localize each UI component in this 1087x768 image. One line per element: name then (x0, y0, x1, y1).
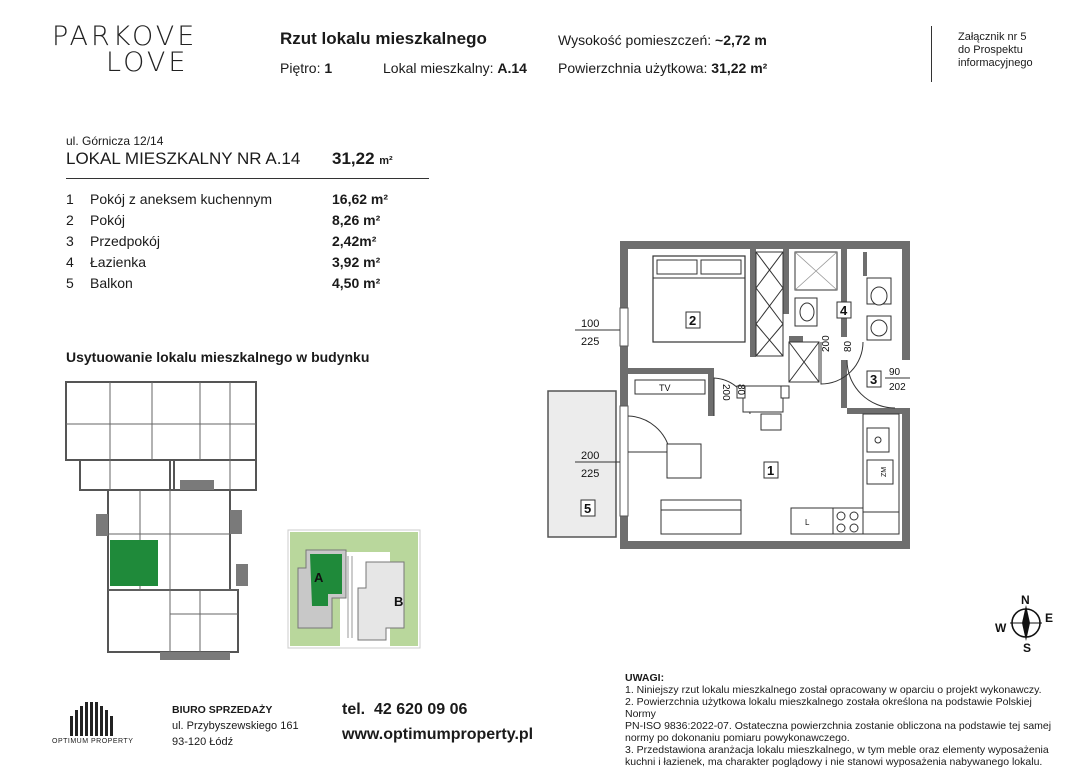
site-map (286, 528, 422, 650)
floor-label: Piętro: (280, 60, 321, 76)
compass-west: W (995, 621, 1007, 635)
door-bath-height: 200 (821, 335, 832, 352)
entrance-door-height: 202 (889, 382, 906, 393)
header-divider (931, 26, 932, 82)
room-3-label: 3 (870, 372, 878, 387)
annex-line3: informacyjnego (958, 57, 1033, 69)
room-4-label: 4 (840, 303, 848, 318)
door-room2-width: 80 (735, 384, 746, 396)
room-5-label: 5 (584, 501, 592, 516)
unit-address: ul. Górnicza 12/14 (66, 134, 164, 148)
unit-label: Lokal mieszkalny: (383, 60, 494, 76)
floor-plan (545, 238, 915, 550)
height-label: Wysokość pomieszczeń: (558, 32, 712, 48)
sales-office-street: ul. Przybyszewskiego 161 (172, 720, 299, 732)
window2-width: 200 (581, 450, 600, 462)
unit-name: LOKAL MIESZKALNY NR A.14 (66, 149, 301, 168)
room-num: 5 (66, 275, 74, 291)
room-area: 16,62 m² (332, 191, 389, 207)
tv-label: TV (659, 383, 671, 393)
building-key-plan (40, 374, 280, 664)
notes-line: 3. Przedstawiona aranżacja lokalu mieszkalnego, w tym meble oraz elementy wyposażenia (625, 744, 1049, 756)
compass-icon (990, 592, 1062, 654)
compass-east: E (1045, 611, 1054, 625)
floor-info (280, 60, 332, 76)
notes-line: PN-ISO 9836:2022-07. Ostateczna powierzchnia zostanie obliczona na podstawie tej samej (625, 720, 1052, 732)
brand-logo (52, 21, 198, 78)
room-2-label: 2 (689, 313, 697, 328)
notes-title: UWAGI: (625, 672, 665, 684)
room-name: Pokój z aneksem kuchennym (90, 191, 273, 207)
window1-height: 225 (581, 336, 600, 348)
unit-value: A.14 (497, 60, 527, 76)
annex-line2: do Prospektu (958, 44, 1023, 56)
room-name: Balkon (90, 275, 133, 291)
height-info (558, 32, 767, 48)
unit-divider (66, 178, 429, 179)
building-a-label: A (314, 570, 324, 585)
room-num: 2 (66, 212, 74, 228)
notes-line: 1. Niniejszy rzut lokalu mieszkalnego został opracowany w oparciu o projekt wykonawczy. (625, 684, 1042, 696)
notes-line: kuchni i łazienek, ma charakter poglądowy i nie stanowi wyposażenia nabywanego lokalu. (625, 756, 1043, 768)
notes-line: 2. Powierzchnia użytkowa lokalu mieszkalnego została określona na podstawie Polskiej Normy (625, 696, 1032, 720)
floor-value: 1 (324, 60, 333, 76)
door-room2-height: 200 (720, 384, 731, 401)
compass-north: N (1021, 593, 1030, 607)
room-name: Pokój (90, 212, 126, 228)
company-logo-icon (66, 700, 122, 736)
room-name: Łazienka (90, 254, 147, 270)
room-num: 3 (66, 233, 74, 249)
brand-line1: PARKOVE (52, 21, 198, 52)
notes-block (625, 672, 1065, 768)
sales-office-city: 93-120 Łódź (172, 736, 234, 748)
unit-info (383, 60, 527, 76)
room-1-label: 1 (767, 463, 775, 478)
window2-height: 225 (581, 468, 600, 480)
company-name: OPTIMUM PROPERTY (52, 738, 134, 745)
unit-area-value: 31,22 (332, 149, 375, 168)
room-area: 8,26 m² (332, 212, 381, 228)
brand-line2: LOVE (106, 47, 189, 78)
room-row-4 (66, 254, 406, 274)
door-bath-width: 80 (843, 340, 854, 352)
room-row-2 (66, 212, 406, 232)
room-area: 2,42m² (332, 233, 377, 249)
area-value: 31,22 m² (711, 60, 768, 76)
area-info (558, 60, 767, 76)
entrance-door-width: 90 (889, 367, 901, 378)
room-row-1 (66, 191, 406, 211)
notes-line: normy po dokonaniu pomiaru powykonawczego. (625, 732, 850, 744)
washer-label: ZM (881, 466, 888, 477)
room-name: Przedpokój (90, 233, 161, 249)
room-area: 4,50 m² (332, 275, 381, 291)
highlighted-unit (110, 540, 158, 586)
window1-width: 100 (581, 318, 600, 330)
room-row-5 (66, 275, 406, 295)
annex-note (958, 31, 1033, 70)
height-value: ~2,72 m (715, 32, 767, 48)
building-b-label: B (394, 594, 404, 609)
phone-number[interactable]: tel. 42 620 09 06 (342, 701, 468, 718)
area-label: Powierzchnia użytkowa: (558, 60, 708, 76)
compass-south: S (1023, 641, 1032, 654)
website-link[interactable]: www.optimumproperty.pl (342, 726, 534, 743)
location-title: Usytuowanie lokalu mieszkalnego w budynku (66, 349, 370, 365)
room-num: 1 (66, 191, 74, 207)
page-title: Rzut lokalu mieszkalnego (280, 29, 487, 48)
sales-office-title: BIURO SPRZEDAŻY (172, 704, 273, 716)
annex-line1: Załącznik nr 5 (958, 31, 1027, 43)
unit-area-unit: m² (379, 155, 393, 167)
room-num: 4 (66, 254, 74, 270)
room-area: 3,92 m² (332, 254, 381, 270)
unit-total-area (332, 149, 393, 169)
room-row-3 (66, 233, 406, 253)
fridge-label: L (805, 518, 810, 527)
